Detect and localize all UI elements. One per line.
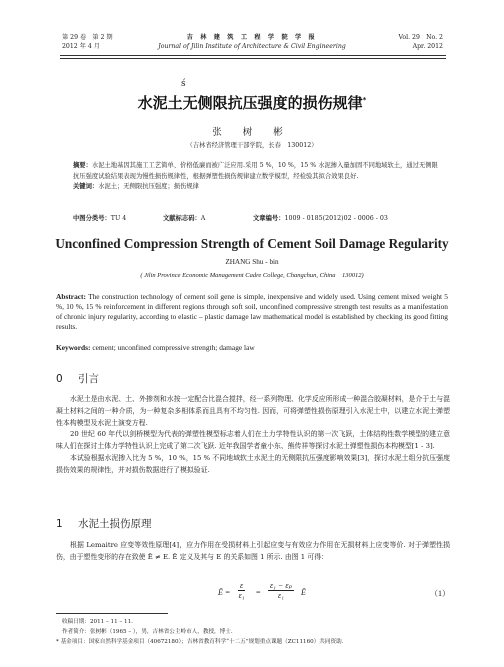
volume-issue-en: Vol. 29 No. 2 (398, 34, 443, 41)
fraction-numerator: ε₁ − εₚ (270, 581, 292, 590)
abstract-cn-text: 水泥土地基因其施工工艺简单、价格低廉而被广泛应用.采用 5 %，10 %，15 % 水泥掺入量加固不同地域软土，通过无侧限抗压强度试验结果表现为慢性损伤规律性，根据弹塑性损伤规律建立数学模型，经检验其拟合效果良好. (73, 162, 438, 180)
keywords-cn-label: 关键词： (73, 183, 99, 190)
journal-name-en: Journal of Jilin Institute of Architecture & Civil Engineering (158, 43, 346, 50)
article-no-value: 1009 - 0185(2012)02 - 0006 - 03 (284, 215, 388, 222)
volume-issue-cn: 第 29 卷 第 2 期 (62, 34, 113, 41)
journal-name-cn: 吉 林 建 筑 工 程 学 院 学 报 (186, 34, 318, 41)
date-en: Apr. 2012 (412, 43, 443, 50)
keywords-en-label: Keywords: (56, 343, 91, 352)
title-en: Unconfined Compression Strength of Cement Soil Damage Regularity (55, 236, 449, 251)
intro-body (56, 394, 450, 477)
equation-fraction-1 (238, 581, 245, 600)
abstract-cn-label: 摘要： (73, 162, 92, 169)
footnote-author-bio: 作者简介：张树彬（1965 – ），男，吉林省公主岭市人，教授，博士. (62, 629, 233, 635)
equation-equals: = (256, 588, 261, 597)
fraction-numerator: ε (240, 581, 244, 590)
clc-value: TU 4 (110, 215, 127, 222)
equation-1 (56, 581, 450, 603)
section-number: 0 (56, 373, 63, 385)
abstract-en-label: Abstract: (56, 292, 86, 301)
doc-code-value: A (200, 215, 206, 222)
keywords-cn-text: 水泥土；无侧限抗压强度；损伤规律 (98, 183, 199, 190)
abstract-cn (73, 161, 443, 193)
section-heading-0 (56, 371, 99, 386)
document-code (163, 213, 205, 222)
margin-mark: ś (181, 79, 186, 89)
equation-tail: Ē (301, 588, 306, 597)
author-cn: 张 树 彬 (212, 127, 292, 138)
paragraph: 本试验根据水泥掺入比为 5 %，10 %，15 % 不同地域软土水泥土的无侧限抗压强度影响效果[3]，探讨水泥土组分抗压强度损伤效果的规律性，并对损伤数据进行了模拟验证. (56, 453, 450, 474)
paragraph: 根据 Lemaitre 应变等效性原理[4]，应力作用在受损材料上引起应变与有效应力作用在无损材料上应变等价. 对于弹塑性损伤，由于塑性变形的存在致使 Ē ≠ E. Ē 定义及其与 E 的关系如图 1 所示. 由图 1 可得： (56, 541, 450, 561)
header-rule-bottom (60, 58, 446, 59)
affiliation-en: ( Jilin Province Economic Management Cadre College, Changchun, China 130012) (140, 272, 364, 279)
section-heading-1 (56, 516, 152, 531)
article-no-label: 文章编号： (253, 215, 285, 222)
doc-code-label: 文献标志码： (163, 215, 201, 222)
title-cn (0, 92, 504, 113)
keywords-en-text: cement; unconfined compressive strength; damage law (92, 343, 255, 352)
abstract-cn-body (73, 161, 443, 182)
section-title: 引言 (78, 373, 99, 385)
fraction-denominator: ε₁ (238, 591, 245, 600)
abstract-en-text: The construction technology of cement soil gene is simple, inexpensive and widely used. Using cement mixed weight 5 %, 10 %, 15 % reinforcement in different regions through soft soil, unconfined compressive strength test results as a manifestation of chronic injury regularity, according to elastic – plastic damage law mathematical model is established by checking its good fitting results. (56, 292, 448, 331)
footnote-received: 收稿日期：2011 – 11 – 11. (62, 619, 133, 625)
keywords-en (56, 343, 448, 352)
clc-label: 中图分类号： (73, 215, 111, 222)
fraction-denominator: ε₁ (277, 591, 284, 600)
section-number: 1 (56, 518, 63, 530)
equation-lhs: Ē = (218, 588, 231, 597)
running-header (0, 33, 504, 57)
header-rule-top (60, 55, 446, 56)
equation-number: （1） (430, 589, 450, 598)
author-en: ZHANG Shu - bin (225, 258, 279, 266)
section1-body (56, 540, 450, 564)
footnote-funding: * 基金项目：国家自然科学基金项目（40672180）；吉林省教育科学“十二五”规划重点课题（ZC11160）共同资助. (56, 639, 344, 645)
paragraph: 水泥土是由水泥、土、外掺剂和水按一定配合比混合搅拌，经一系列物理、化学反应所形成一种混合胶凝材料，是介于土与混凝土材料之间的一种介质，为一种复杂多相体系而且具有不均匀性. 因而，可将弹塑性损伤原理引入水泥土中，以建立水泥土弹塑性本构模型及水泥土演变方程. (56, 395, 450, 427)
footnote-rule (56, 613, 168, 614)
abstract-en (56, 292, 448, 332)
title-cn-text: 水泥土无侧限抗压强度的损伤规律 (137, 94, 363, 112)
paragraph: 20 世纪 60 年代以剑桥模型为代表的弹塑性模型标志着人们在土力学特性认识的第一次飞跃，土体结构性数学模型的建立意味人们在探讨土体力学特性认识上完成了第二次飞跃. 近年我国学者童小东、熊传祥等探讨水泥土弹塑性损伤本构模型[1 - 3]. (56, 430, 450, 451)
clc-number (73, 213, 126, 222)
article-number (253, 213, 388, 222)
equation-fraction-2 (268, 581, 294, 600)
date-cn: 2012 年 4 月 (62, 43, 100, 50)
keywords-cn (73, 182, 443, 193)
title-footnote-marker: * (362, 96, 367, 104)
header-right (399, 33, 444, 51)
affiliation-cn: （吉林省经济管理干部学院，长春 130012） (186, 142, 318, 149)
section-title: 水泥土损伤原理 (78, 518, 152, 530)
